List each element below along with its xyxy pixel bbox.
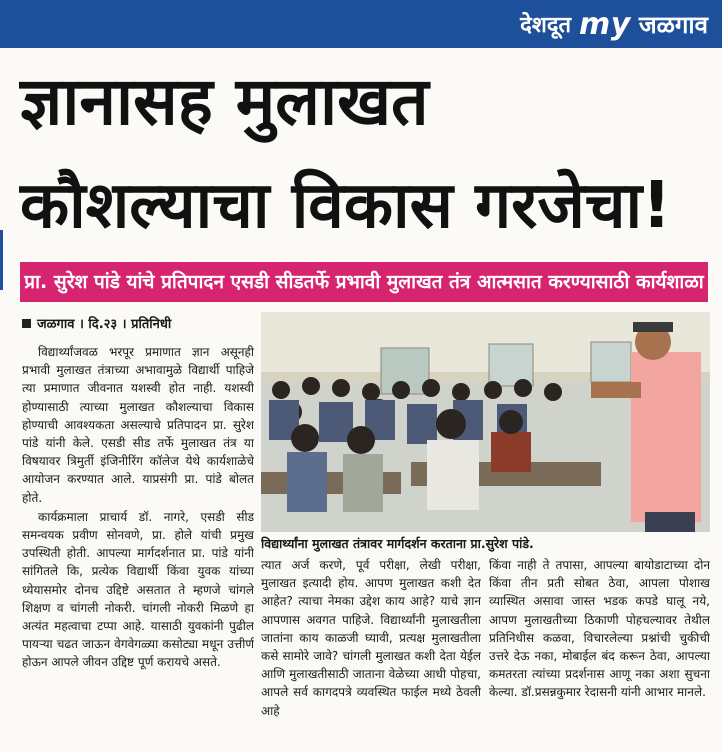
classroom-photo-illustration xyxy=(261,312,710,532)
page-edge-marker xyxy=(0,230,3,290)
article-column-2 xyxy=(261,556,481,738)
masthead-bar xyxy=(0,0,722,48)
dateline xyxy=(22,314,171,332)
article-paragraph: कार्यक्रमाला प्राचार्य डॉ. नागरे, एसडी सीड समन्वयक प्रवीण सोनवणे, प्रा. होले यांची प्रमुख उपस्थिती होती. आपल्या मार्गदर्शनात प्रा. पांडे यांनी सांगितले कि, प्रत्येक विद्यार्थी किंवा युवक यांच्या ध्येयासमोर दोनच उद्दिष्टे असतात ते म्हणजे चांगले शिक्षण व चांगली नोकरी. चांगली नोकरी मिळणे हा अत्यंत महत्वाचा टप्पा आहे. यासाठी युवकांनी पुढील पायऱ्या चढत जाऊन वेगवेगळ्या कसोट्या मधून उत्तीर्ण होऊन आपले जीवन उद्दिष्ट पूर्ण करायचे असते. xyxy=(22,509,254,670)
article-paragraph: किंवा नाही ते तपासा, आपल्या बायोडाटाच्या दोन किंवा तीन प्रती सोबत ठेवा, आपला पोशाख व्यास्थित असावा जास्त भडक कपडे घालू नये, आपण मुलाखतीच्या ठिकाणी पोहचल्यावर तेथील प्रतिनिधीस कळवा, विचारलेल्या प्रश्नांची चुकीची उत्तरे देऊ नका, मोबाईल बंद करून ठेवा, आपल्या कमतरता त्यांच्या प्रदर्शनास आणू नका अशा सुचना केल्या. डॉ.प्रसन्नकुमार रेदासनी यांनी आभार मानले. xyxy=(489,558,710,700)
photo-caption: विद्यार्थ्यांना मुलाखत तंत्रावर मार्गदर्शन करताना प्रा.सुरेश पांडे. xyxy=(261,536,534,551)
article-paragraph: त्यात अर्ज करणे, पूर्व परीक्षा, लेखी परीक्षा, मुलाखत इत्यादी होय. आपण मुलाखत कशी देत आहेत? त्याचा नेमका उद्देश काय आहे? याचे ज्ञान आपणास अवगत पाहिजे. विद्यार्थ्यांनी मुलाखतीला जातांना काय काळजी घ्यावी, प्रत्यक्ष मुलाखतीला कसे सामोरे जावे? चांगली मुलाखत कशी देता येईल आणि मुलाखतीसाठी जाताना वेळेच्या आधी पोहचा, आपले सर्व कागदपत्रे व्यवस्थित फाईल मध्ये ठेवली आहे xyxy=(261,558,481,718)
masthead-logo xyxy=(520,4,708,44)
square-bullet-icon xyxy=(22,319,31,328)
dateline-text: जळगाव । दि.२३ । प्रतिनिधी xyxy=(37,317,172,332)
brand-deshdoot: देशदूत xyxy=(520,13,572,38)
headline-line-2: कौशल्याचा विकास गरजेचा! xyxy=(20,169,672,243)
article-column-3 xyxy=(489,556,710,738)
article-column-1 xyxy=(22,343,254,738)
subheadline-banner: प्रा. सुरेश पांडे यांचे प्रतिपादन एसडी सीडतर्फे प्रभावी मुलाखत तंत्र आत्मसात करण्यासाठी कार्यशाळा xyxy=(20,262,708,302)
brand-my: my xyxy=(579,6,631,42)
brand-city: जळगाव xyxy=(638,10,708,39)
article-photo xyxy=(261,312,710,532)
headline-line-1: ज्ञानासह मुलाखत xyxy=(20,63,429,140)
article-paragraph: विद्यार्थ्यांजवळ भरपूर प्रमाणात ज्ञान असूनही प्रभावी मुलाखत तंत्राच्या अभावामुळे विद्यार्थी पाहिजे त्या प्रमाणात जीवनात यशस्वी होत नाही. यशस्वी होण्यासाठी त्याच्या मुलाखत कौशल्याचा विकास होण्याची आवश्यकता असल्याचे प्रतिपादन प्रा. सुरेश पांडे यांनी केले. एसडी सीड तर्फे मुलाखत तंत्र या विषयावर त्रिमुर्ती इंजिनीरिंग कॉलेज येथे कार्यशाळेचे आयोजन करण्यात आले. याप्रसंगी प्रा. पांडे बोलत होते. xyxy=(22,345,254,505)
